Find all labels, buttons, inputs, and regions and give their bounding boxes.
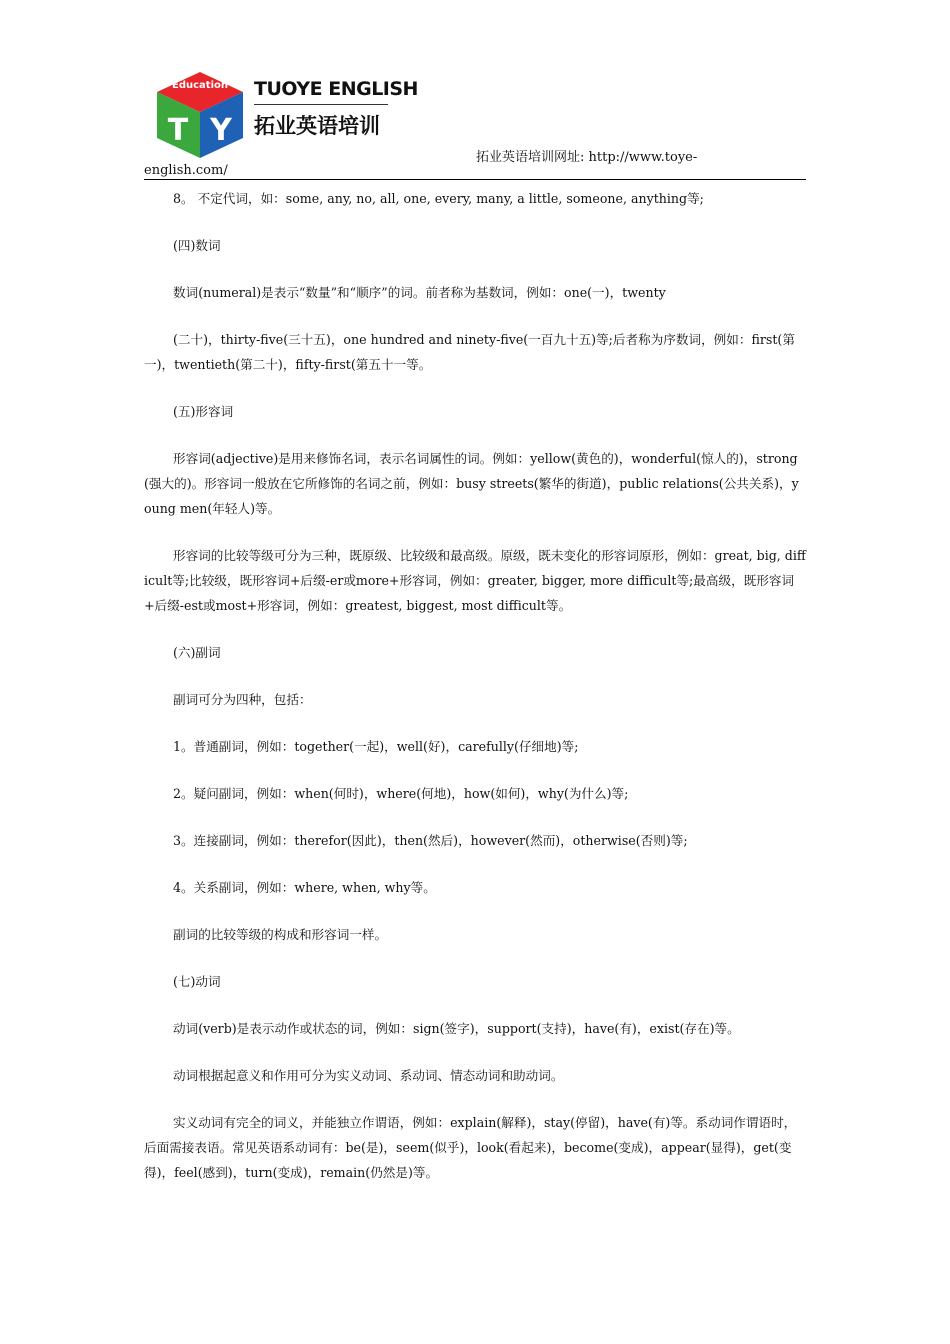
heading-numerals: (四)数词 <box>173 238 221 253</box>
brand-name-chinese: 拓业英语培训 <box>254 114 380 138</box>
brand-divider <box>254 104 388 105</box>
header-divider <box>144 179 806 180</box>
document-body <box>144 186 806 1207</box>
paragraph-adverb-comparison: 副词的比较等级的构成和形容词一样。 <box>173 927 388 942</box>
paragraph-verb-definition: 动词(verb)是表示动作或状态的词，例如：sign(签字)，support(支持)，have(有)，exist(存在)等。 <box>173 1021 740 1036</box>
paragraph-adjective-definition: 形容词(adjective)是用来修饰名词，表示名词属性的词。例如：yellow(黄色的)，wonderful(惊人的)，strong(强大的)。形容词一般放在它所修饰的名词之前，例如：busy streets(繁华的街道)，public relations(公共关系)，young men(年轻人)等。 <box>144 451 799 516</box>
page-header <box>0 0 950 182</box>
logo-cube-icon <box>157 72 243 158</box>
heading-adverbs: (六)副词 <box>173 645 221 660</box>
list-item-adverb-interrogative: 2。疑问副词，例如：when(何时)，where(何地)，how(如何)，why(为什么)等; <box>173 786 629 801</box>
paragraph-numeral-examples: (二十)，thirty-five(三十五)，one hundred and ninety-five(一百九十五)等;后者称为序数词，例如：first(第一)，twentieth(第二十)，fifty-first(第五十一等。 <box>144 332 795 372</box>
logo-letter-y: Y <box>210 113 232 148</box>
list-item-adverb-conjunctive: 3。连接副词，例如：therefor(因此)，then(然后)，however(然而)，otherwise(否则)等; <box>173 833 688 848</box>
site-url-line-2: english.com/ <box>144 163 228 178</box>
list-item-adverb-common: 1。普通副词，例如：together(一起)，well(好)，carefully(仔细地)等; <box>173 739 579 754</box>
paragraph-adverb-types-intro: 副词可分为四种，包括： <box>173 692 312 707</box>
paragraph-pronoun-item-8: 8。 不定代词，如：some, any, no, all, one, every, many, a little, someone, anything等; <box>173 191 704 206</box>
brand-name-english: TUOYE ENGLISH <box>254 78 418 100</box>
site-url-line-1: 拓业英语培训网址: http://www.toye- <box>476 150 698 165</box>
logo-badge-text: Education <box>172 80 228 91</box>
paragraph-notional-verbs: 实义动词有完全的词义，并能独立作谓语，例如：explain(解释)，stay(停留)，have(有)等。系动词作谓语时，后面需接表语。常见英语系动词有：be(是)，seem(似乎)，look(看起来)，become(变成)，appear(显得)，get(变得)，feel(感到)，turn(变成)，remain(仍然是)等。 <box>144 1115 797 1180</box>
logo-letter-t: T <box>167 113 189 148</box>
paragraph-verb-categories: 动词根据起意义和作用可分为实义动词、系动词、情态动词和助动词。 <box>173 1068 564 1083</box>
heading-verbs: (七)动词 <box>173 974 221 989</box>
list-item-adverb-relative: 4。关系副词，例如：where, when, why等。 <box>173 880 436 895</box>
paragraph-adjective-comparison: 形容词的比较等级可分为三种，既原级、比较级和最高级。原级，既未变化的形容词原形，例如：great, big, difficult等;比较级，既形容词+后缀-er或more+形容词，例如：greater, bigger, more difficult等;最高级，既形容词+后缀-est或most+形容词，例如：greatest, biggest, most difficult等。 <box>144 548 806 613</box>
paragraph-numeral-definition: 数词(numeral)是表示“数量”和“顺序”的词。前者称为基数词，例如：one(一)，twenty <box>173 285 666 300</box>
heading-adjectives: (五)形容词 <box>173 404 234 419</box>
